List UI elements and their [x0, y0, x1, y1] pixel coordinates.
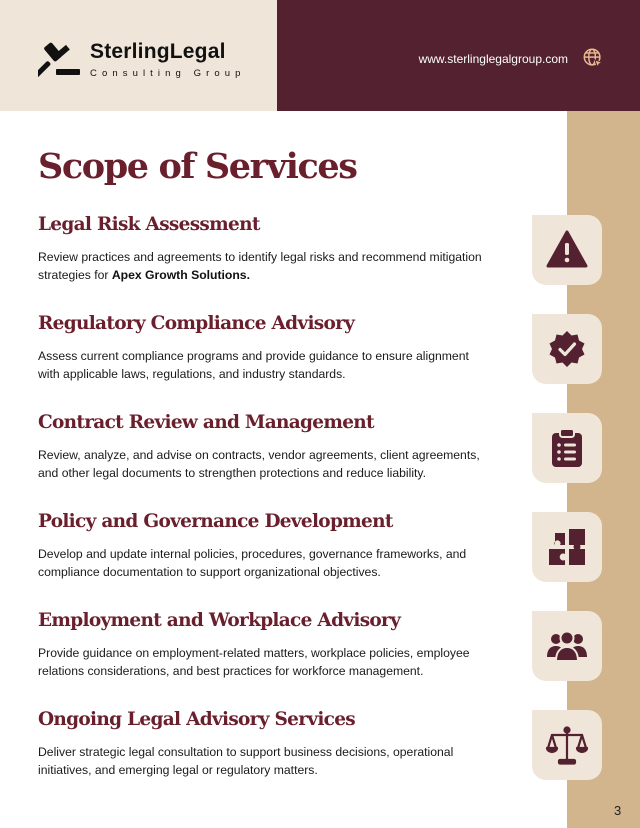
page-title: Scope of Services: [38, 146, 357, 187]
clipboard-list-icon: [545, 426, 589, 470]
globe-cursor-icon: [582, 47, 604, 69]
gavel-icon: [38, 39, 82, 79]
warning-icon: [545, 228, 589, 272]
scales-icon: [545, 723, 589, 767]
service-title: Legal Risk Assessment: [38, 214, 260, 235]
service-title: Contract Review and Management: [38, 412, 374, 433]
service-title: Policy and Governance Development: [38, 511, 393, 532]
puzzle-icon: [545, 525, 589, 569]
service-icon-tile: [532, 413, 602, 483]
verified-badge-icon: [545, 327, 589, 371]
service-description: Deliver strategic legal consultation to support business decisions, operational initiatives, and emerging legal or regulatory matters.: [38, 745, 454, 777]
client-name: Apex Growth Solutions.: [111, 268, 250, 282]
service-title: Regulatory Compliance Advisory: [38, 313, 355, 334]
service-icon-tile: [532, 611, 602, 681]
service-description: Develop and update internal policies, procedures, governance frameworks, and compliance documentation to support organizational objectives.: [38, 547, 467, 579]
service-icon-tile: [532, 215, 602, 285]
page-number: 3: [614, 803, 622, 818]
brand-name: SterlingLegal: [90, 40, 226, 63]
service-title: Employment and Workplace Advisory: [38, 610, 401, 631]
website-link[interactable]: www.sterlinglegalgroup.com: [418, 52, 568, 66]
service-description: Provide guidance on employment-related matters, workplace policies, employee relations considerations, and best practices for workforce management.: [38, 646, 470, 678]
service-description: Assess current compliance programs and provide guidance to ensure alignment with applicable laws, regulations, and industry standards.: [38, 349, 469, 381]
brand-subtitle: Consulting Group: [90, 68, 246, 79]
people-group-icon: [545, 624, 589, 668]
service-title: Ongoing Legal Advisory Services: [38, 709, 356, 730]
service-description: Review practices and agreements to identify legal risks and recommend mitigation strategies for Apex Growth Solutions.: [38, 250, 482, 282]
service-icon-tile: [532, 314, 602, 384]
service-icon-tile: [532, 512, 602, 582]
service-description: Review, analyze, and advise on contracts, vendor agreements, client agreements, and other legal documents to strengthen protections and reduce liability.: [38, 448, 480, 480]
service-icon-tile: [532, 710, 602, 780]
